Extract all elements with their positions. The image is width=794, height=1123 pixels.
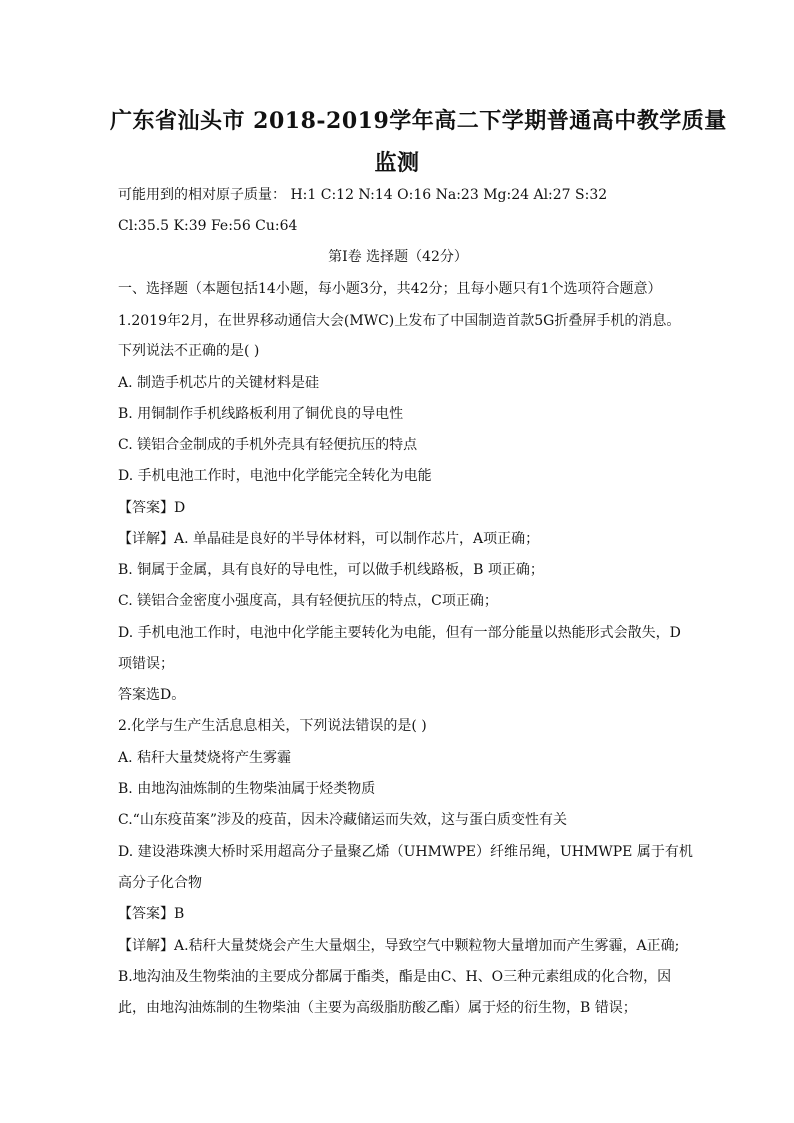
q1-option-d: D. 手机电池工作时，电池中化学能完全转化为电能: [118, 468, 432, 484]
q2-detail-a: 【详解】A.秸秆大量焚烧会产生大量烟尘，导致空气中颗粒物大量增加而产生雾霾，A正确;: [118, 938, 680, 954]
q1-conclusion: 答案选D。: [118, 687, 186, 703]
part-intro: 一、选择题（本题包括14小题，每小题3分，共42分；且每小题只有1个选项符合题意）: [118, 281, 662, 297]
q2-detail-b-line1: B.地沟油及生物柴油的主要成分都属于酯类，酯是由C、H、O三种元素组成的化合物，因: [118, 969, 672, 985]
atomic-masses-line1: 可能用到的相对原子质量： H:1 C:12 N:14 O:16 Na:23 Mg:24 Al:27 S:32: [118, 187, 608, 203]
q1-option-a: A. 制造手机芯片的关键材料是硅: [118, 375, 320, 391]
q2-option-c: C.“山东疫苗案”涉及的疫苗，因未冷藏储运而失效，这与蛋白质变性有关: [118, 812, 567, 828]
atomic-masses-line2: Cl:35.5 K:39 Fe:56 Cu:64: [118, 218, 298, 234]
q2-answer: 【答案】B: [118, 906, 185, 922]
q1-stem-line1: 1.2019年2月，在世界移动通信大会(MWC)上发布了中国制造首款5G折叠屏手机的消息。: [118, 313, 681, 329]
q2-option-d-line1: D. 建设港珠澳大桥时采用超高分子量聚乙烯（UHMWPE）纤维吊绳，UHMWPE 属于有机: [118, 844, 693, 860]
section-heading: 第Ⅰ卷 选择题（42分）: [328, 249, 468, 265]
q1-detail-c: C. 镁铝合金密度小强度高，具有轻便抗压的特点，C项正确；: [118, 593, 498, 609]
q1-detail-a: 【详解】A. 单晶硅是良好的半导体材料，可以制作芯片，A项正确；: [118, 531, 540, 547]
q1-detail-b: B. 铜属于金属，具有良好的导电性，可以做手机线路板，B 项正确；: [118, 562, 544, 578]
q2-option-b: B. 由地沟油炼制的生物柴油属于烃类物质: [118, 781, 376, 797]
q1-detail-d-line1: D. 手机电池工作时，电池中化学能主要转化为电能，但有一部分能量以热能形式会散失，D: [118, 625, 681, 641]
q1-stem-line2: 下列说法不正确的是( ): [118, 343, 260, 359]
document-title-line1: 广东省汕头市 2018-2019学年高二下学期普通高中教学质量: [110, 108, 727, 134]
q2-option-a: A. 秸秆大量焚烧将产生雾霾: [118, 750, 292, 766]
q2-option-d-line2: 高分子化合物: [118, 875, 202, 891]
q1-answer: 【答案】D: [118, 500, 186, 516]
q1-option-c: C. 镁铝合金制成的手机外壳具有轻便抗压的特点: [118, 437, 418, 453]
q1-detail-d-line2: 项错误；: [118, 656, 174, 672]
document-title-line2: 监测: [374, 150, 420, 176]
q1-option-b: B. 用铜制作手机线路板利用了铜优良的导电性: [118, 406, 404, 422]
q2-stem: 2.化学与生产生活息息相关，下列说法错误的是( ): [118, 718, 427, 734]
q2-detail-b-line2: 此，由地沟油炼制的生物柴油（主要为高级脂肪酸乙酯）属于烃的衍生物，B 错误；: [118, 1000, 637, 1016]
